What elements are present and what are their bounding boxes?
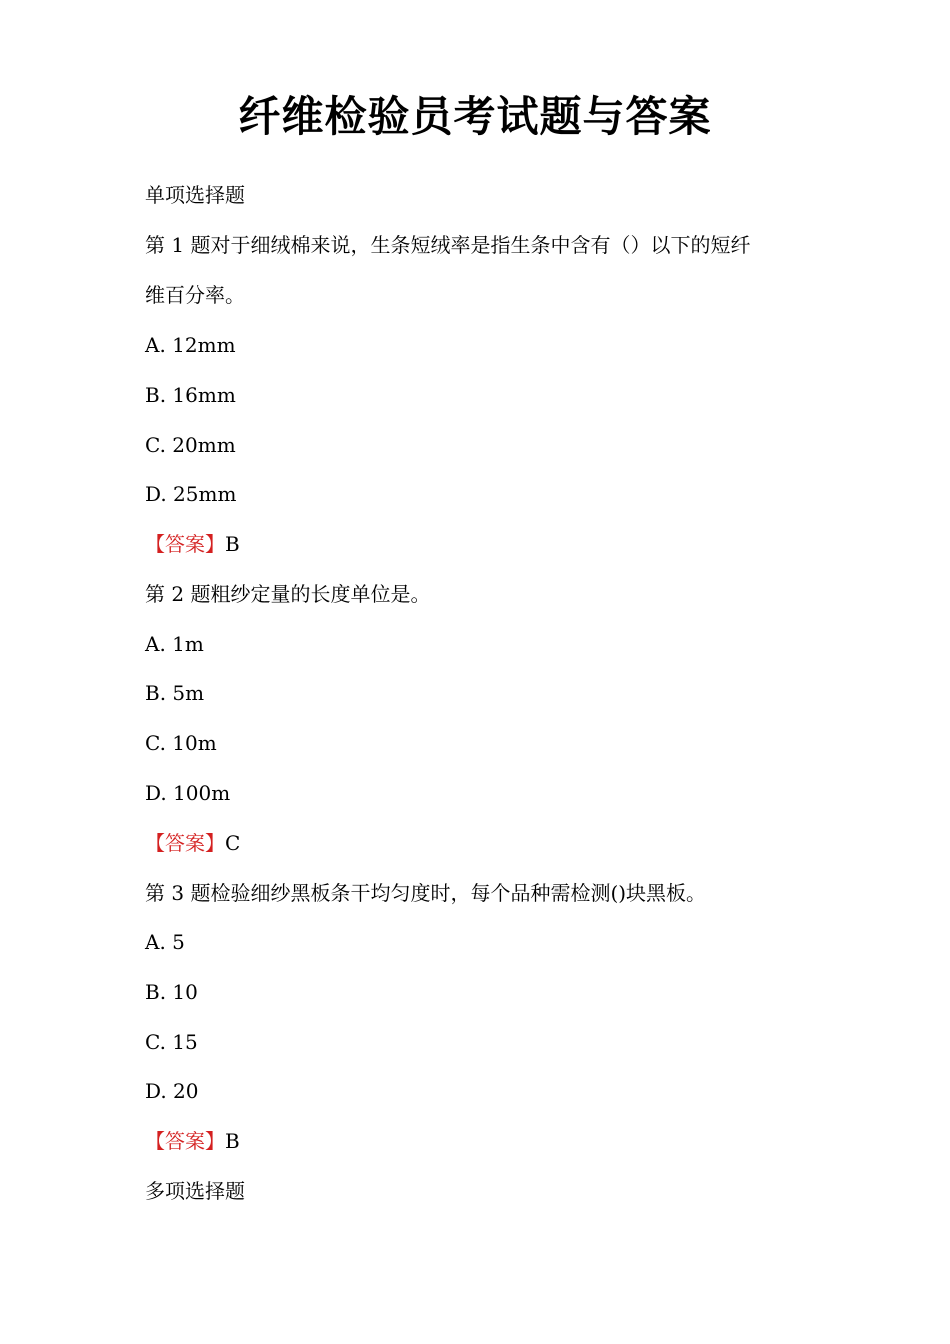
question-1-text-line-2: 维百分率。: [145, 283, 245, 307]
question-3-text: 第 3 题检验细纱黑板条干均匀度时，每个品种需检测()块黑板。: [145, 881, 707, 905]
answer-label: 【答案】: [145, 1129, 225, 1153]
question-1-option-b: B. 16mm: [145, 383, 236, 407]
section-heading-single: 单项选择题: [145, 183, 245, 207]
question-1-option-a: A. 12mm: [145, 333, 236, 357]
question-1-answer: [145, 529, 845, 559]
question-2-option-a: A. 1m: [145, 632, 204, 656]
document-title: 纤维检验员考试题与答案: [238, 92, 712, 141]
answer-label: 【答案】: [145, 831, 225, 855]
question-2-answer: [145, 828, 845, 858]
question-1-option-c: C. 20mm: [145, 433, 236, 457]
question-2-option-d: D. 100m: [145, 781, 231, 805]
question-2-text: 第 2 题粗纱定量的长度单位是。: [145, 582, 431, 606]
question-3-option-c: C. 15: [145, 1030, 198, 1054]
answer-value: B: [225, 1129, 240, 1153]
question-3-option-b: B. 10: [145, 980, 198, 1004]
question-3-answer: [145, 1126, 845, 1156]
question-1-option-d: D. 25mm: [145, 482, 237, 506]
question-1-text-line-1: 第 1 题对于细绒棉来说，生条短绒率是指生条中含有（）以下的短纤: [145, 233, 751, 257]
section-heading-multi: 多项选择题: [145, 1179, 245, 1203]
answer-label: 【答案】: [145, 532, 225, 556]
question-2-option-c: C. 10m: [145, 731, 217, 755]
answer-value: C: [225, 831, 241, 855]
answer-value: B: [225, 532, 240, 556]
question-3-option-d: D. 20: [145, 1079, 199, 1103]
question-2-option-b: B. 5m: [145, 681, 205, 705]
question-3-option-a: A. 5: [145, 930, 185, 954]
